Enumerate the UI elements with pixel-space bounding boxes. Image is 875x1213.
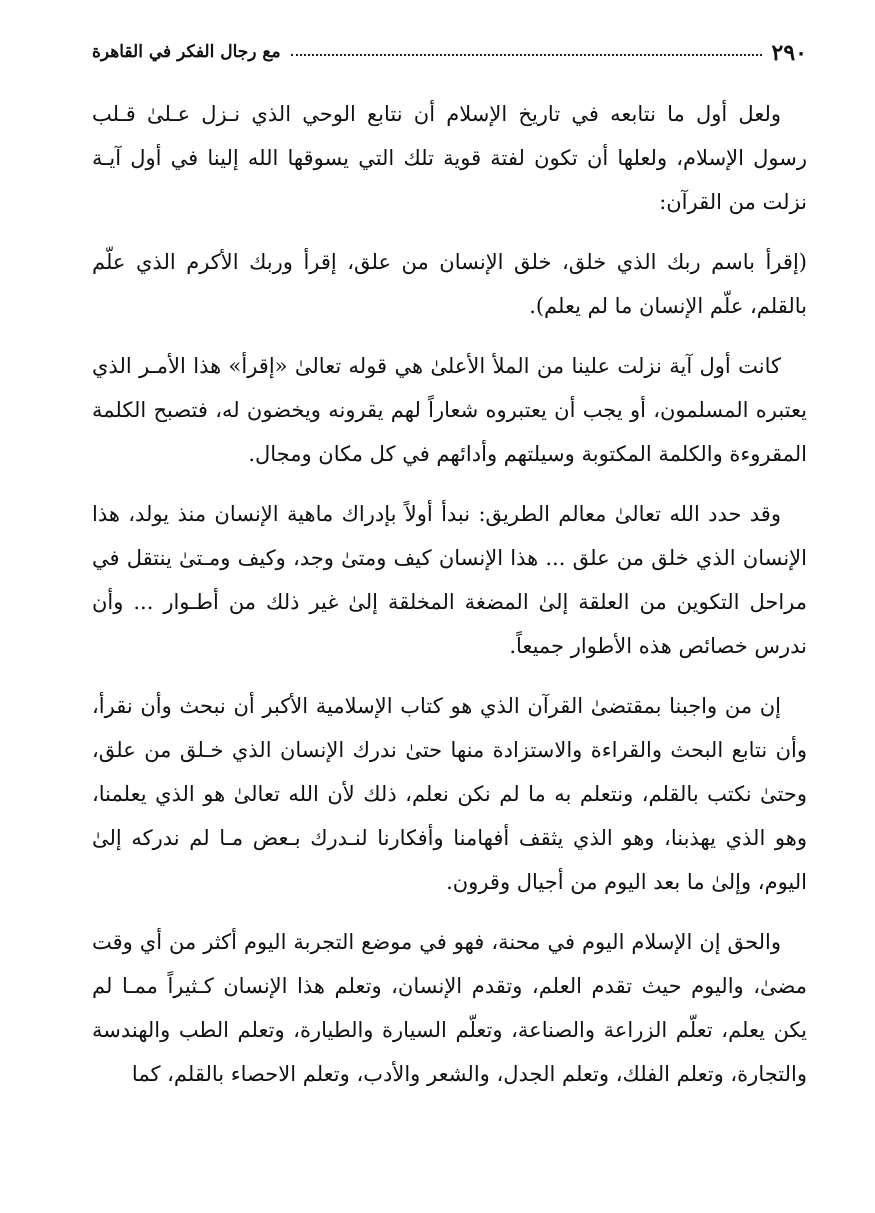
paragraph-path-landmarks: وقد حدد الله تعالىٰ معالم الطريق: نبدأ أولاً بإدراك ماهية الإنسان منذ يولد، هذا الإنسان الذي خلق من علق ... هذا الإنسان كيف ومتىٰ وجد، وكيف ومـتىٰ ينتقل في مراحل التكوين من العلقة إلىٰ المضغة المخلقة إلىٰ غير ذلك من أطـوار ... وأن ندرس خصائص هذه الأطوار جميعاً. [92, 502, 807, 658]
paragraph-revelation-intro: ولعل أول ما نتابعه في تاريخ الإسلام أن نتابع الوحي الذي نـزل عـلىٰ قـلب رسول الإسلام، ولعلها أن تكون لفتة قوية تلك التي يسوقها الله إلينا في أول آيـة نزلت من القرآن: [92, 102, 807, 214]
running-title: مع رجال الفكر في القاهرة [92, 42, 281, 62]
body-text [92, 92, 807, 1112]
page-number: ٢٩٠ [771, 40, 807, 66]
paragraph-first-verse: كانت أول آية نزلت علينا من الملأ الأعلىٰ هي قوله تعالىٰ «إقرأ» هذا الأمـر الذي يعتبره المسلمون، أو يجب أن يعتبروه شعاراً لهم يقرونه ويخضون له، فتصبح الكلمة المقروءة والكلمة المكتوبة وسيلتهم وأدائهم في كل مكان ومجال. [92, 354, 807, 466]
paragraph-duty-to-read: إن من واجبنا بمقتضىٰ القرآن الذي هو كتاب الإسلامية الأكبر أن نبحث وأن نقرأ، وأن نتابع البحث والقراءة والاستزادة منها حتىٰ ندرك الإنسان الذي خـلق من علق، وحتىٰ نكتب بالقلم، ونتعلم به ما لم نكن نعلم، ذلك لأن الله تعالىٰ هو الذي يعلمنا، وهو الذي يهذبنا، وهو الذي يثقف أفهامنا وأفكارنا لنـدرك بـعض مـا لم ندركه إلىٰ اليوم، وإلىٰ ما بعد اليوم من أجيال وقرون. [92, 694, 807, 894]
paragraph-islam-today: والحق إن الإسلام اليوم في محنة، فهو في موضع التجربة اليوم أكثر من أي وقت مضىٰ، واليوم حيث تقدم العلم، وتقدم الإنسان، وتعلم هذا الإنسان كـثيراً ممـا لم يكن يعلم، تعلّم الزراعة والصناعة، وتعلّم السيارة والطيارة، وتعلم الطب والهندسة والتجارة، وتعلم الفلك، وتعلم الجدل، والشعر والأدب، وتعلم الاحصاء بالقلم، كما [92, 930, 807, 1086]
header-dot-leader [291, 54, 762, 56]
running-header [92, 34, 807, 64]
paragraph-quran-quote: (إقرأ باسم ربك الذي خلق، خلق الإنسان من علق، إقرأ وربك الأكرم الذي علّم بالقلم، علّم الإنسان ما لم يعلم). [92, 250, 807, 318]
